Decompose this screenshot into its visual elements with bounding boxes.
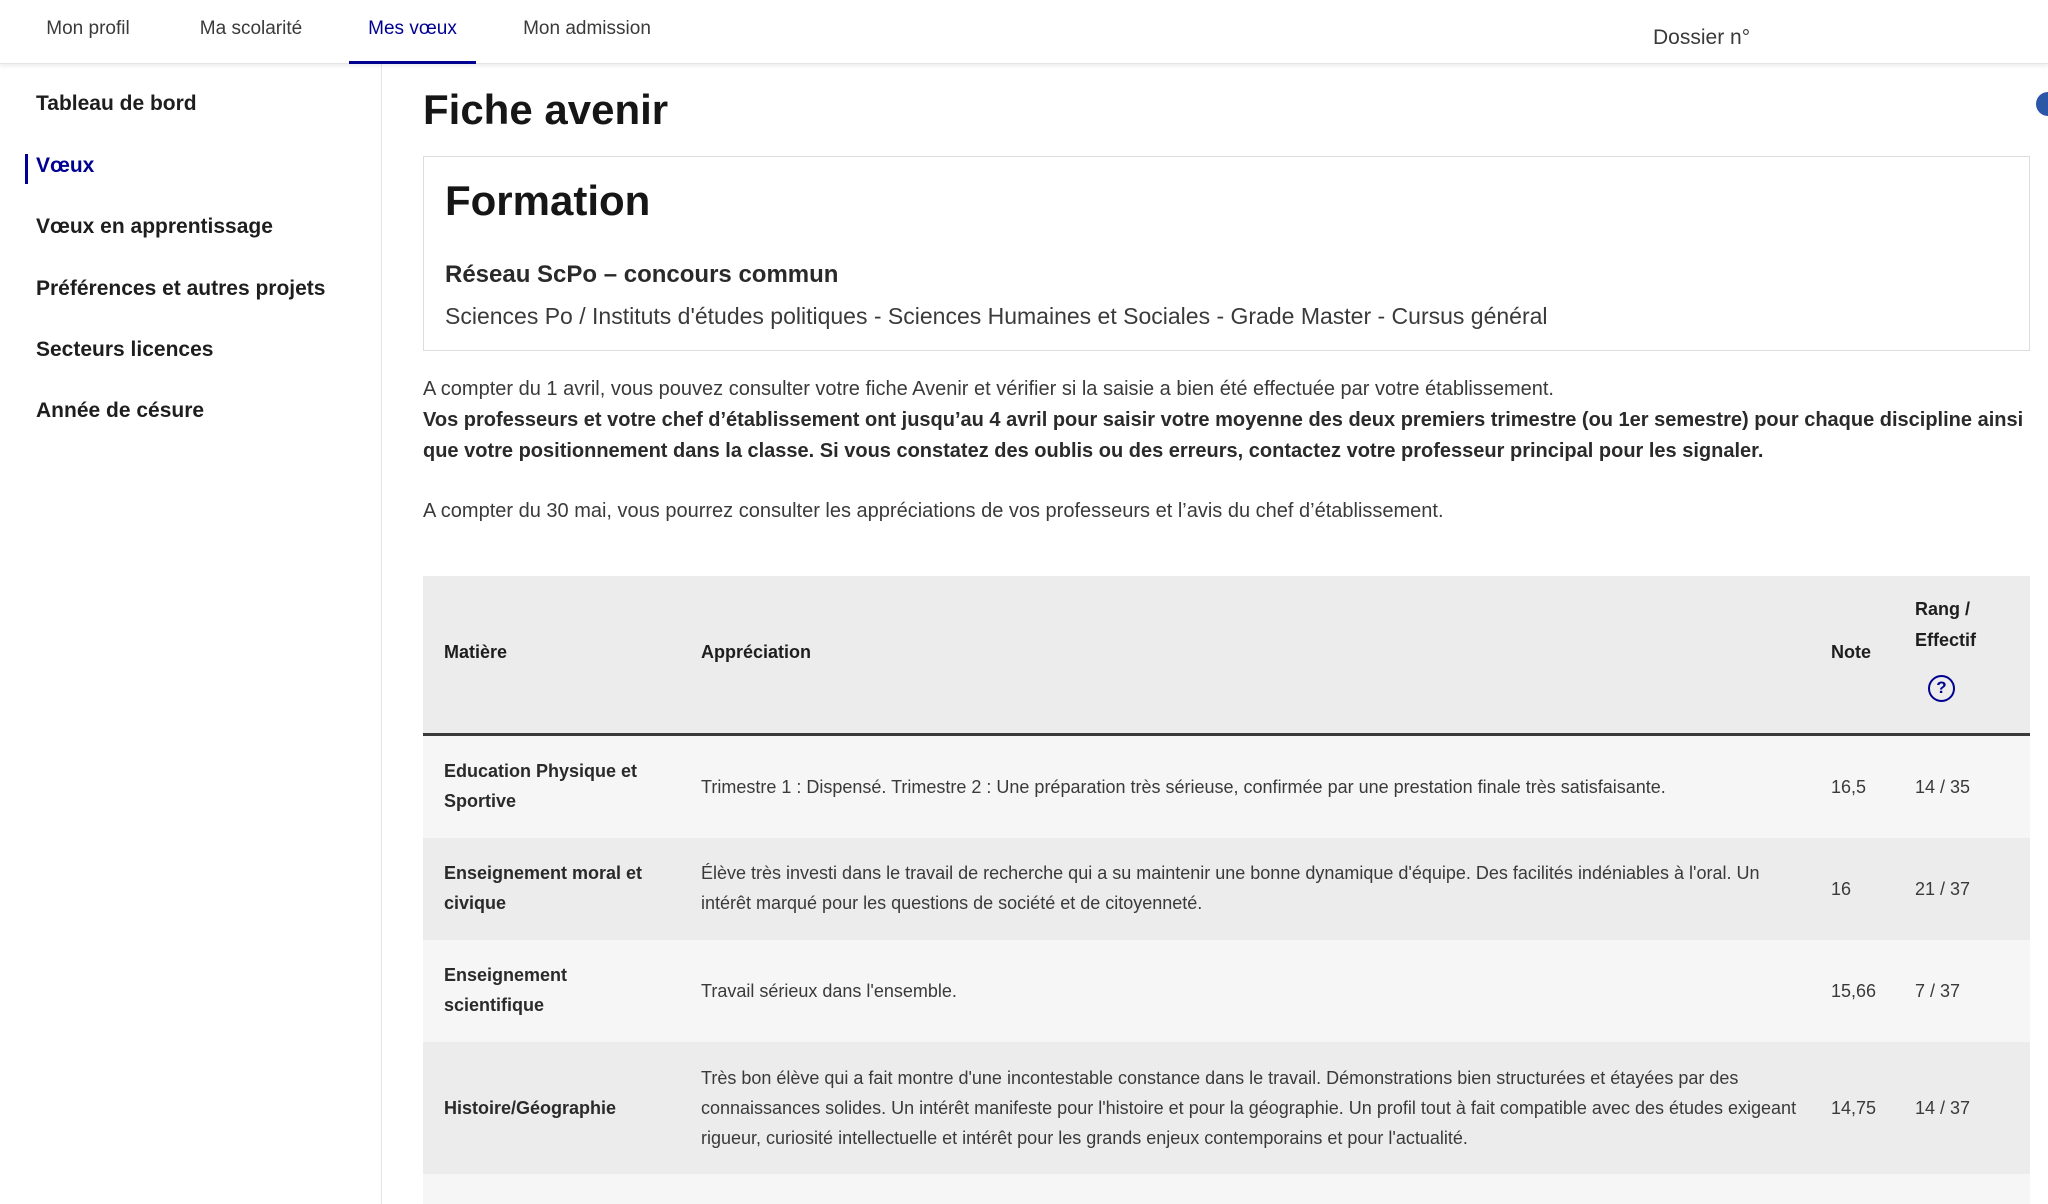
row-subject: Education Physique et Sportive bbox=[444, 761, 638, 811]
sidebar-item-secteurs-licences[interactable]: Secteurs licences bbox=[36, 338, 214, 361]
row-note: 15,66 bbox=[1831, 981, 1877, 1001]
table-row bbox=[423, 1042, 2030, 1174]
sidebar-item-voeux[interactable]: Vœux bbox=[36, 154, 95, 177]
row-rank: 21 / 37 bbox=[1915, 879, 1971, 899]
info-line-1: A compter du 1 avril, vous pouvez consulter votre fiche Avenir et vérifier si la saisie a bien été effectuée par votre établissement. bbox=[423, 378, 1554, 400]
grades-table bbox=[423, 576, 2030, 1204]
page-title: Fiche avenir bbox=[423, 86, 669, 133]
sidebar-item-preferences[interactable]: Préférences et autres projets bbox=[36, 277, 326, 300]
row-appreciation: Élève très investi dans le travail de recherche qui a su maintenir une bonne dynamique d'équipe. Des facilités indéniables à l'oral. Un intérêt marqué pour les questions de société et de citoyenneté. bbox=[701, 863, 1760, 913]
dossier-number: Dossier n° bbox=[1653, 26, 1751, 49]
tab-mes-voeux[interactable]: Mes vœux bbox=[349, 0, 476, 64]
row-subject: Enseignement moral et civique bbox=[444, 863, 643, 913]
info-line-3: A compter du 30 mai, vous pourrez consulter les appréciations de vos professeurs et l’avis du chef d’établissement. bbox=[423, 500, 1444, 522]
formation-heading: Formation bbox=[445, 177, 651, 224]
row-appreciation: Trimestre 1 : Dispensé. Trimestre 2 : Une préparation très sérieuse, confirmée par une prestation finale très satisfaisante. bbox=[701, 777, 1666, 797]
tab-mon-admission[interactable]: Mon admission bbox=[523, 18, 651, 39]
sidebar-item-annee-cesure[interactable]: Année de césure bbox=[36, 399, 205, 422]
row-rank: 14 / 35 bbox=[1915, 777, 1971, 797]
tab-mon-profil[interactable]: Mon profil bbox=[46, 18, 130, 39]
help-question-icon[interactable]: ? bbox=[1928, 675, 1955, 702]
header-subject: Matière bbox=[444, 642, 508, 662]
row-note: 16,5 bbox=[1831, 777, 1867, 797]
info-text bbox=[423, 374, 2030, 527]
active-indicator bbox=[25, 154, 28, 184]
table-row-partial bbox=[423, 1174, 2030, 1204]
info-deadline-notice: Vos professeurs et votre chef d’établissement ont jusqu’au 4 avril pour saisir votre moyenne des deux premiers trimestre (ou 1er semestre) pour chaque discipline ainsi que votre positionnement dans la classe. Si vous constatez des oublis ou des erreurs, contactez votre professeur principal pour les signaler. bbox=[423, 409, 2024, 462]
scroll-indicator[interactable] bbox=[2036, 92, 2048, 116]
formation-card bbox=[423, 156, 2030, 351]
row-rank: 14 / 37 bbox=[1915, 1098, 1971, 1118]
table-row bbox=[423, 940, 2030, 1042]
tab-ma-scolarite[interactable]: Ma scolarité bbox=[199, 18, 303, 39]
row-rank: 7 / 37 bbox=[1915, 981, 1961, 1001]
header-effectif: Effectif bbox=[1915, 630, 1977, 650]
top-navigation bbox=[0, 0, 2048, 64]
table-row bbox=[423, 736, 2030, 838]
row-note: 14,75 bbox=[1831, 1098, 1877, 1118]
formation-name: Réseau ScPo – concours commun bbox=[445, 261, 839, 288]
row-appreciation: Très bon élève qui a fait montre d'une incontestable constance dans le travail. Démonstrations bien structurées et étayées par des connaissances solides. Un intérêt manifeste pour l'histoire et pour la géographie. Un profil tout à fait compatible avec des études exigeant rigueur, curiosité intellectuelle et intérêt pour les grands enjeux contemporains et pour l'actualité. bbox=[701, 1068, 1797, 1148]
row-subject: Histoire/Géographie bbox=[444, 1098, 617, 1118]
table-header bbox=[423, 576, 2030, 736]
header-rank: Rang / bbox=[1915, 599, 1971, 619]
row-appreciation: Travail sérieux dans l'ensemble. bbox=[701, 981, 957, 1001]
row-note: 16 bbox=[1831, 879, 1852, 899]
header-note: Note bbox=[1831, 642, 1871, 662]
sidebar bbox=[0, 64, 382, 1204]
header-appreciation: Appréciation bbox=[701, 642, 812, 662]
formation-description: Sciences Po / Instituts d'études politiques - Sciences Humaines et Sociales - Grade Master - Cursus général bbox=[445, 303, 1548, 329]
sidebar-item-voeux-apprentissage[interactable]: Vœux en apprentissage bbox=[36, 215, 273, 238]
sidebar-item-tableau-de-bord[interactable]: Tableau de bord bbox=[36, 92, 197, 115]
row-subject: Enseignement scientifique bbox=[444, 965, 568, 1015]
table-row bbox=[423, 838, 2030, 940]
